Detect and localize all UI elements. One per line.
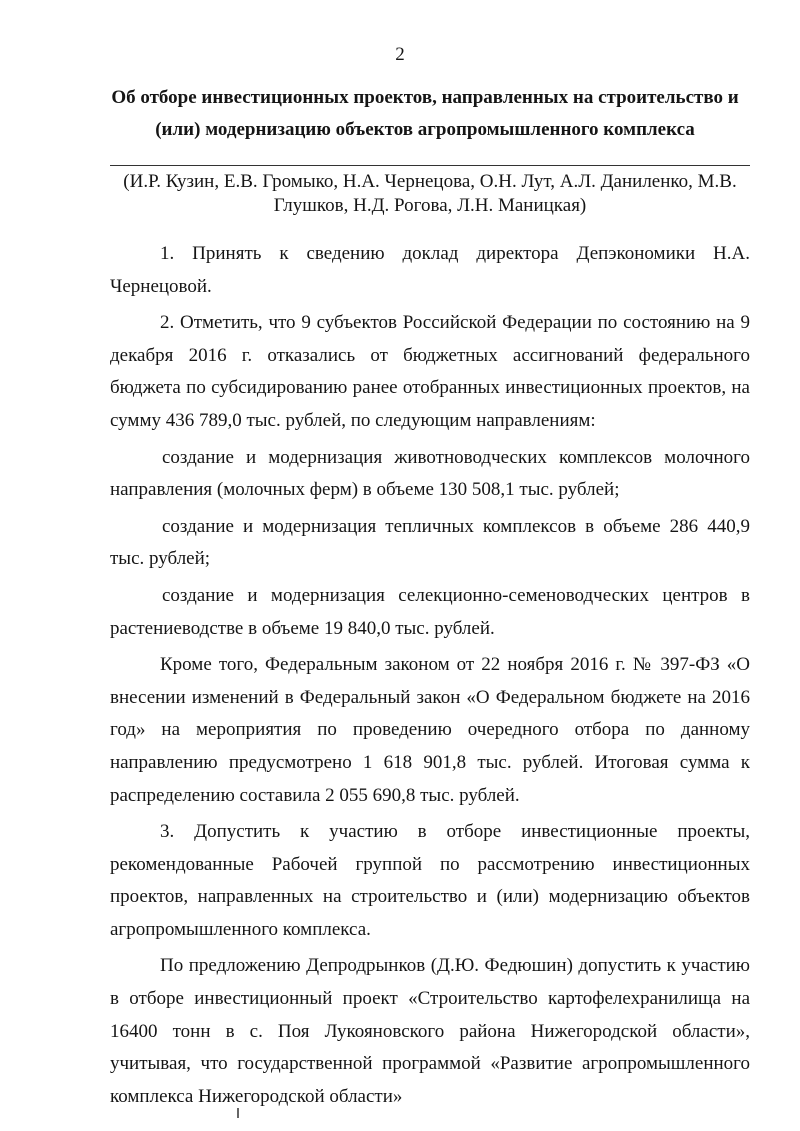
document-body bbox=[110, 238, 750, 1117]
title-divider bbox=[110, 165, 750, 166]
paragraph-proposal: По предложению Депродрынков (Д.Ю. Федюшин) допустить к участию в отборе инвестиционный проект «Строительство картофелехранилища на 16400 тонн в с. Поя Лукояновского района Нижегородской области», учитывая, что государственной программой «Развитие агропромышленного комплекса Нижегородской области» bbox=[110, 955, 750, 1107]
participants-list: (И.Р. Кузин, Е.В. Громыко, Н.А. Чернецова, О.Н. Лут, А.Л. Даниленко, М.В. Глушков, Н.Д. Рогова, Л.Н. Маницкая) bbox=[123, 171, 737, 216]
scan-mark bbox=[237, 1108, 239, 1118]
paragraph-3: 3. Допустить к участию в отборе инвестиционные проекты, рекомендованные Рабочей группой по рассмотрению инвестиционных проектов, направленных на строительство и (или) модернизацию объектов агропромышленного комплекса. bbox=[110, 821, 750, 940]
paragraph-greenhouse: создание и модернизация тепличных комплексов в объеме 286 440,9 тыс. рублей; bbox=[110, 515, 750, 570]
paragraph-selection: создание и модернизация селекционно-семеноводческих центров в растениеводстве в объеме 19 840,0 тыс. рублей. bbox=[110, 584, 750, 639]
paragraph-2: 2. Отметить, что 9 субъектов Российской Федерации по состоянию на 9 декабря 2016 г. отказались от бюджетных ассигнований федерального бюджета по субсидированию ранее отобранных инвестиционных проектов, на сумму 436 789,0 тыс. рублей, по следующим направлениям: bbox=[110, 312, 750, 431]
paragraph-dairy: создание и модернизация животноводческих комплексов молочного направления (молочных ферм) в объеме 130 508,1 тыс. рублей; bbox=[110, 446, 750, 501]
page-number: 2 bbox=[395, 44, 405, 65]
paragraph-1: 1. Принять к сведению доклад директора Депэкономики Н.А. Чернецовой. bbox=[110, 243, 750, 297]
paragraph-federal-law: Кроме того, Федеральным законом от 22 ноября 2016 г. № 397-ФЗ «О внесении изменений в Федеральный закон «О Федеральном бюджете на 2016 год» на мероприятия по проведению очередного отбора по данному направлению предусмотрено 1 618 901,8 тыс. рублей. Итоговая сумма к распределению составила 2 055 690,8 тыс. рублей. bbox=[110, 654, 750, 806]
document-title: Об отборе инвестиционных проектов, направленных на строительство и (или) модернизацию объектов агропромышленного комплекса bbox=[111, 87, 739, 140]
